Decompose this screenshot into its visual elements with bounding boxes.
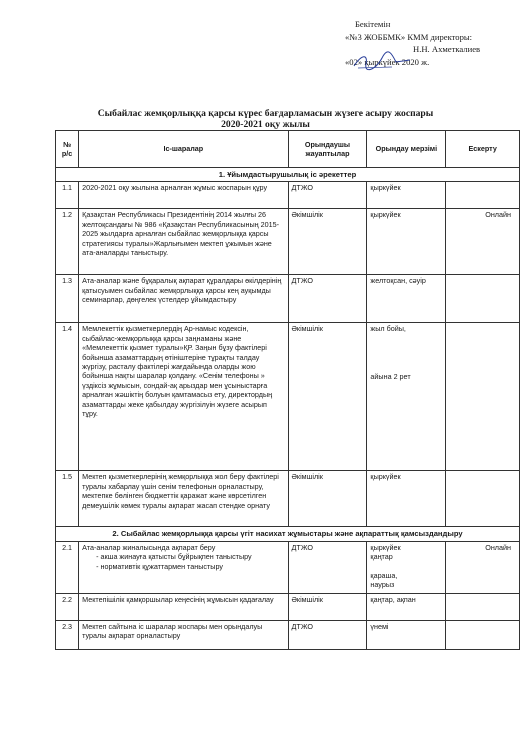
row-note bbox=[446, 593, 520, 620]
section-2-title: 2. Сыбайлас жемқорлыққа қарсы үгіт насихат жұмыстары және ақпараттық қамсыздандыру bbox=[56, 527, 520, 541]
row-activity-sub-1: - акша жинауға қатысты бұйрықпен таныстыру bbox=[96, 552, 252, 562]
row-responsible: ДТЖО bbox=[288, 620, 367, 649]
table-row bbox=[56, 471, 520, 527]
row-activity: Мектеп қызметкерлерінің жемқорлыққа жол беру фактілері туралы хабарлау үшін сенім телефонын орналастыру, мектепке бөлінген бюджеттік қаражат және көрсетілген демеушілік көмек туралы ақпарат жасап стендке орнату bbox=[79, 471, 288, 527]
table-row bbox=[56, 275, 520, 323]
approval-line-2: «№3 ЖОББМК» КММ директоры: bbox=[345, 31, 473, 42]
row-num: 1.3 bbox=[56, 275, 79, 323]
row-activity-cell bbox=[79, 541, 288, 593]
row-deadline: қыркүйек bbox=[367, 471, 446, 527]
table-row bbox=[56, 209, 520, 275]
section-1-title: 1. Ұйымдастырушылық іс әрекеттер bbox=[56, 168, 520, 182]
section-row bbox=[56, 527, 520, 541]
signature-icon bbox=[352, 50, 412, 72]
table-row bbox=[56, 541, 520, 593]
row-num: 2.1 bbox=[56, 541, 79, 593]
header-num: № р/с bbox=[56, 131, 79, 168]
row-responsible: Әкімшілік bbox=[288, 593, 367, 620]
row-deadline-4: наурыз bbox=[370, 580, 395, 590]
row-note: Онлайн bbox=[446, 209, 520, 275]
table-row bbox=[56, 182, 520, 209]
row-deadline-cell bbox=[367, 541, 446, 593]
row-deadline: қыркүйек bbox=[367, 182, 446, 209]
row-activity: Ата-аналар жиналысында ақпарат беру bbox=[82, 542, 216, 552]
header-responsible: Орындаушы жауаптылар bbox=[288, 131, 367, 168]
row-note: Онлайн bbox=[446, 541, 520, 593]
table-header-row bbox=[56, 131, 520, 168]
row-activity: Ата-аналар және бұқаралық ақпарат құралдары өкілдерінің қатысуымен сыбайлас жемқорлыққа қарсы кең ауқымды семинарлар, дөңгелек үстелдер ұйымдастыру bbox=[79, 275, 288, 323]
row-deadline-2: қаңтар bbox=[370, 552, 393, 562]
row-deadline-cell bbox=[367, 323, 446, 471]
row-num: 1.5 bbox=[56, 471, 79, 527]
row-note bbox=[446, 620, 520, 649]
title-line-1: Сыбайлас жемқорлыққа қарсы күрес бағдарламасын жүзеге асыру жоспары bbox=[97, 108, 434, 119]
row-deadline: үнемі bbox=[367, 620, 446, 649]
row-responsible: Әкімшілік bbox=[288, 471, 367, 527]
row-deadline: қыркүйек bbox=[370, 542, 401, 552]
approval-line-3: Н.Н. Ахметкалиев bbox=[413, 44, 481, 54]
row-responsible: Әкімшілік bbox=[288, 323, 367, 471]
row-activity: Қазақстан Республикасы Президентінің 2014 жылғы 26 желтоқсандағы № 986 «Қазақстан Республикасының 2015-2025 жылдарға арналған сыбайлас жемқорлыққа қарсы стратегиясы туралы»Жарлығымен мектеп ұжымын және ата-аналарды таныстыру. bbox=[79, 209, 288, 275]
row-deadline: қыркүйек bbox=[367, 209, 446, 275]
approval-line-1: Бекітемін bbox=[355, 19, 391, 29]
row-activity: Мектеп сайтына іс шаралар жоспары мен орындалуы туралы ақпарат орналастыру bbox=[79, 620, 288, 649]
section-row bbox=[56, 168, 520, 182]
row-num: 1.1 bbox=[56, 182, 79, 209]
row-num: 1.4 bbox=[56, 323, 79, 471]
row-responsible: ДТЖО bbox=[288, 275, 367, 323]
row-deadline-3: қараша, bbox=[370, 570, 398, 580]
row-responsible: Әкімшілік bbox=[288, 209, 367, 275]
row-num: 1.2 bbox=[56, 209, 79, 275]
header-activity: Іс-шаралар bbox=[79, 131, 288, 168]
row-deadline-2: айына 2 рет bbox=[370, 371, 411, 381]
document-title bbox=[0, 108, 531, 130]
approval-line-4: «02» қыркүйек 2020 ж. bbox=[345, 56, 430, 67]
row-note bbox=[446, 323, 520, 471]
row-activity: Мемлекеттік қызметкерлердің Ар-намыс кодексін, сыбайлас-жемқорлыққа қарсы заңнаманы және «Мемлекеттік қызмет туралы»ҚР. Заңын бұзу фактілері бойынша азаматтардың өтініштеріне тұрақты талдау жүргізу, расталу фактілері жағдайында оларды жою бойынша нақты шаралар қолдану. «Сенім телефоны » үздіксіз жұмысын, сондай-ақ арыздар мен ұсыныстарға арналған жәшіктің болуын қамтамасыз ету, директордың азаматтарды жеке қабылдау жүргізілуін жүзеге асырып тұру. bbox=[79, 323, 288, 471]
row-deadline: қаңтар, ақпан bbox=[367, 593, 446, 620]
row-num: 2.3 bbox=[56, 620, 79, 649]
header-note: Ескерту bbox=[446, 131, 520, 168]
row-responsible: ДТЖО bbox=[288, 541, 367, 593]
title-line-2: 2020-2021 оқу жылы bbox=[221, 119, 310, 130]
row-deadline: жыл бойы, bbox=[370, 324, 406, 334]
plan-table bbox=[55, 130, 520, 650]
row-activity-sub-2: - нормативтік құжаттармен таныстыру bbox=[96, 561, 223, 571]
row-activity: Мектепішілік қамқоршылар кеңесінің жұмысын қадағалау bbox=[79, 593, 288, 620]
table-row bbox=[56, 620, 520, 649]
row-note bbox=[446, 182, 520, 209]
row-note bbox=[446, 275, 520, 323]
table-row bbox=[56, 593, 520, 620]
row-note bbox=[446, 471, 520, 527]
row-num: 2.2 bbox=[56, 593, 79, 620]
header-deadline: Орындау мерзімі bbox=[367, 131, 446, 168]
row-deadline: желтоқсан, сәуір bbox=[367, 275, 446, 323]
table-row bbox=[56, 323, 520, 471]
row-activity: 2020-2021 оқу жылына арналған жұмыс жоспарын құру bbox=[79, 182, 288, 209]
row-responsible: ДТЖО bbox=[288, 182, 367, 209]
